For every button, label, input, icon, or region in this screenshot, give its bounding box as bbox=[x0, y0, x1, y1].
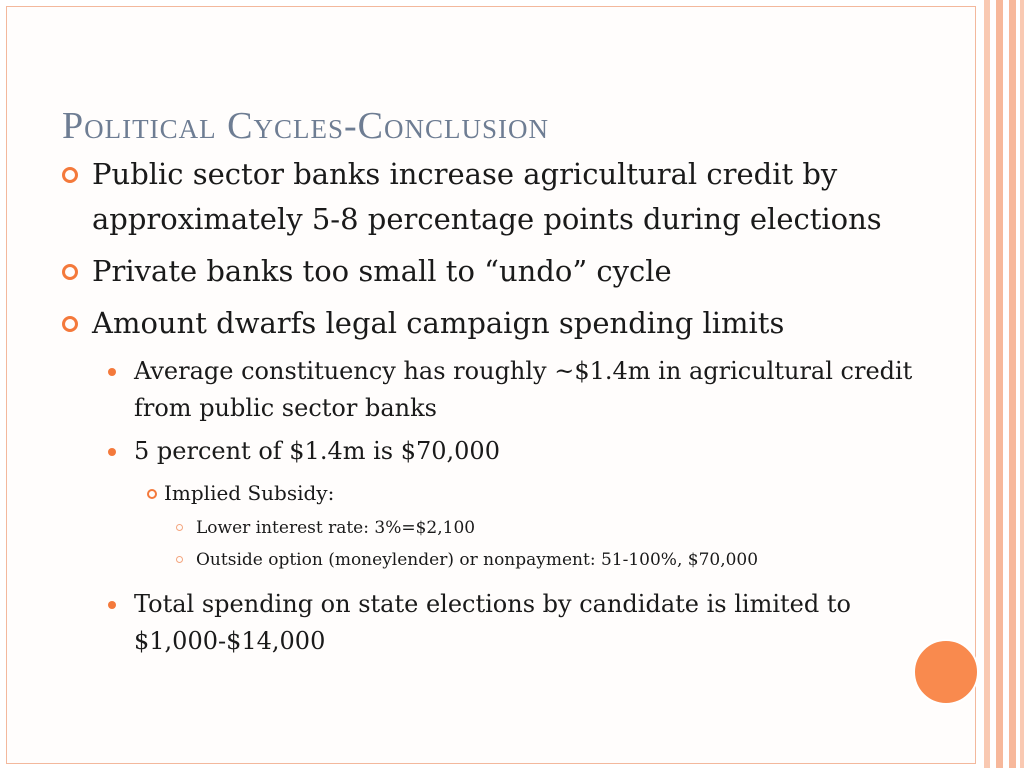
dot-bullet-icon bbox=[108, 368, 116, 376]
bullet-item bbox=[62, 152, 962, 242]
slide-content bbox=[62, 152, 962, 666]
level4-bullet-text: Outside option (moneylender) or nonpayment: 51-100%, $70,000 bbox=[196, 550, 759, 570]
sub-bullet-item bbox=[62, 353, 962, 427]
bullet-item bbox=[62, 249, 962, 294]
dot-bullet-icon bbox=[108, 601, 116, 609]
bullet-text: Amount dwarfs legal campaign spending limits bbox=[92, 306, 785, 340]
level4-bullet-text: Lower interest rate: 3%=$2,100 bbox=[196, 518, 476, 538]
sub-bullet-text: Total spending on state elections by candidate is limited to $1,000-$14,000 bbox=[134, 590, 851, 655]
ring-bullet-icon bbox=[62, 167, 78, 183]
small-ring-bullet-icon bbox=[176, 524, 183, 531]
sub-sub-bullet-text: Implied Subsidy: bbox=[164, 481, 335, 505]
sub-bullet-text: 5 percent of $1.4m is $70,000 bbox=[134, 437, 500, 465]
sub-bullet-item bbox=[62, 433, 962, 470]
bullet-text: Public sector banks increase agricultural credit by approximately 5-8 percentage points during elections bbox=[92, 157, 882, 236]
level4-bullet-item bbox=[62, 544, 962, 576]
ring-bullet-icon bbox=[147, 489, 157, 499]
decorative-circle bbox=[913, 639, 979, 705]
bullet-text: Private banks too small to “undo” cycle bbox=[92, 254, 672, 288]
ring-bullet-icon bbox=[62, 316, 78, 332]
sub-sub-bullet-item bbox=[62, 476, 962, 510]
decorative-stripes bbox=[982, 0, 1024, 768]
sub-bullet-text: Average constituency has roughly ~$1.4m in agricultural credit from public sector banks bbox=[134, 357, 913, 422]
level4-bullet-item bbox=[62, 512, 962, 544]
sub-bullet-item bbox=[62, 586, 962, 660]
ring-bullet-icon bbox=[62, 264, 78, 280]
dot-bullet-icon bbox=[108, 448, 116, 456]
slide-title: Political Cycles-Conclusion bbox=[62, 105, 549, 147]
small-ring-bullet-icon bbox=[176, 556, 183, 563]
bullet-item bbox=[62, 301, 962, 346]
